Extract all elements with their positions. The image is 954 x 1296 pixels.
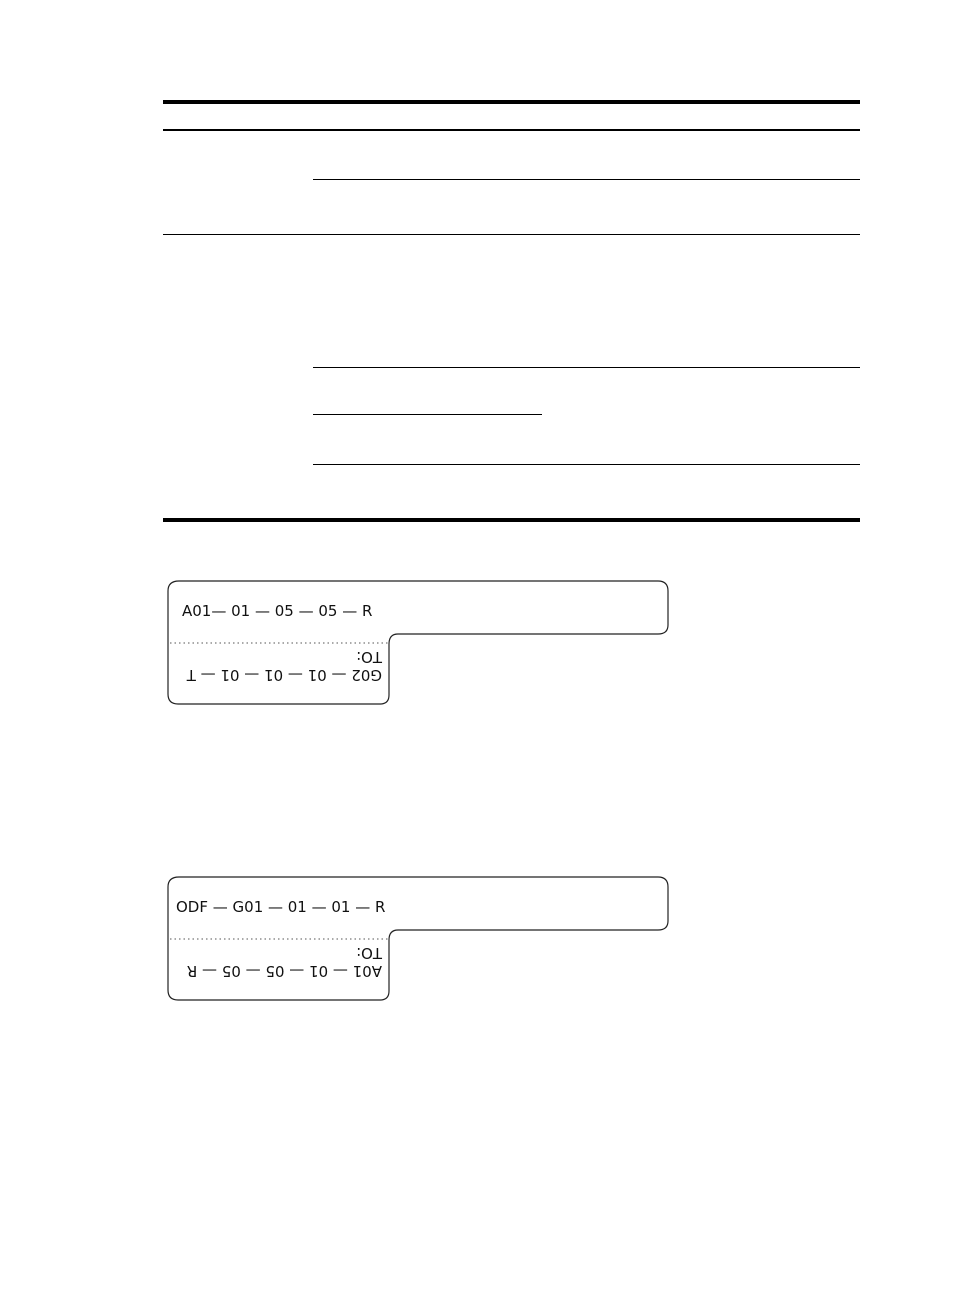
cable-label-2 — [168, 877, 668, 1000]
label-back-text: A01 — 01 — 05 — 05 — R — [186, 962, 382, 980]
cable-label-1 — [168, 581, 668, 704]
label-front-text: A01— 01 — 05 — 05 — R — [182, 602, 373, 620]
label-back-to: TO: — [356, 648, 382, 666]
label-back-text: G02 — 01 — 01 — 01 — T — [186, 666, 382, 684]
label-back-to: TO: — [356, 944, 382, 962]
label-front-text: ODF — G01 — 01 — 01 — R — [176, 898, 386, 916]
